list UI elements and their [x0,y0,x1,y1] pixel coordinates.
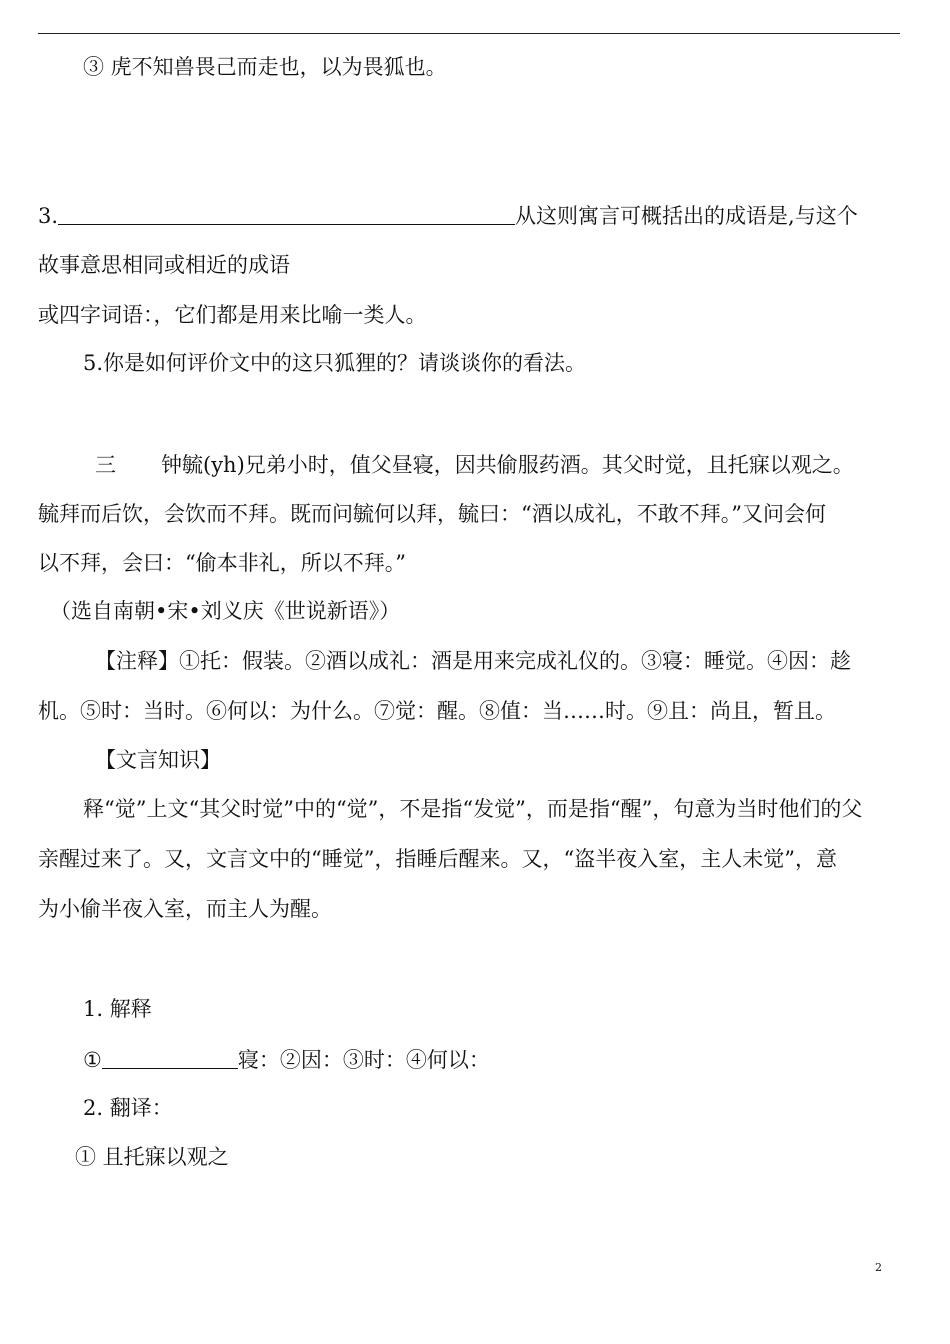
question-3-number: 3. [38,204,59,228]
question-2-item-1: ① 且托寐以观之 [75,1145,229,1169]
passage-line-1: 钟毓(yh)兄弟小时，值父昼寝，因共偷服药酒。其父时觉，且托寐以观之。 [161,453,854,477]
notes-line-1: 【注释】①托：假装。②酒以成礼：酒是用来完成礼仪的。③寝：睡觉。④因：趁 [95,649,851,673]
knowledge-line-1: 释“觉”上文“其父时觉”中的“觉”，不是指“发觉”，而是指“醒”，句意为当时他们的父 [83,797,863,821]
question-1-items [83,1046,490,1073]
question-2: 2. 翻译： [83,1096,173,1120]
question-3-text: 从这则寓言可概括出的成语是,与这个 [515,204,858,228]
knowledge-heading: 【文言知识】 [95,748,221,772]
answer-blank-idiom[interactable] [58,202,515,225]
passage-marker: 三 [95,453,116,477]
answer-blank-explain[interactable] [102,1046,238,1069]
passage-source: （选自南朝•宋•刘义庆《世说新语》） [50,599,401,623]
page-number: 2 [875,1261,882,1274]
question-3-line-2: 故事意思相同或相近的成语 [38,253,290,277]
header-rule [38,33,900,34]
knowledge-line-2: 亲醒过来了。又，文言文中的“睡觉”，指睡后醒来。又，“盗半夜入室，主人未觉”，意 [38,847,837,871]
question-item-3: ③ 虎不知兽畏己而走也，以为畏狐也。 [83,55,447,79]
question-1: 1. 解释 [83,997,152,1021]
question-3 [38,202,858,229]
question-1-text: 寝：②因：③时：④何以： [237,1048,490,1072]
passage-line-3: 以不拜，会曰：“偷本非礼，所以不拜。” [38,551,406,575]
question-3-line-3: 或四字词语：，它们都是用来比喻一类人。 [38,303,427,327]
question-5: 5.你是如何评价文中的这只狐狸的？请谈谈你的看法。 [83,351,587,375]
knowledge-line-3: 为小偷半夜入室，而主人为醒。 [38,897,332,921]
passage-line-2: 毓拜而后饮，会饮而不拜。既而问毓何以拜，毓曰：“酒以成礼，不敢不拜。”又问会何 [38,502,826,526]
question-1-prefix: ① [83,1048,102,1072]
notes-line-2: 机。⑤时：当时。⑥何以：为什么。⑦觉：醒。⑧值：当……时。⑨且：尚且，暂且。 [38,699,836,723]
